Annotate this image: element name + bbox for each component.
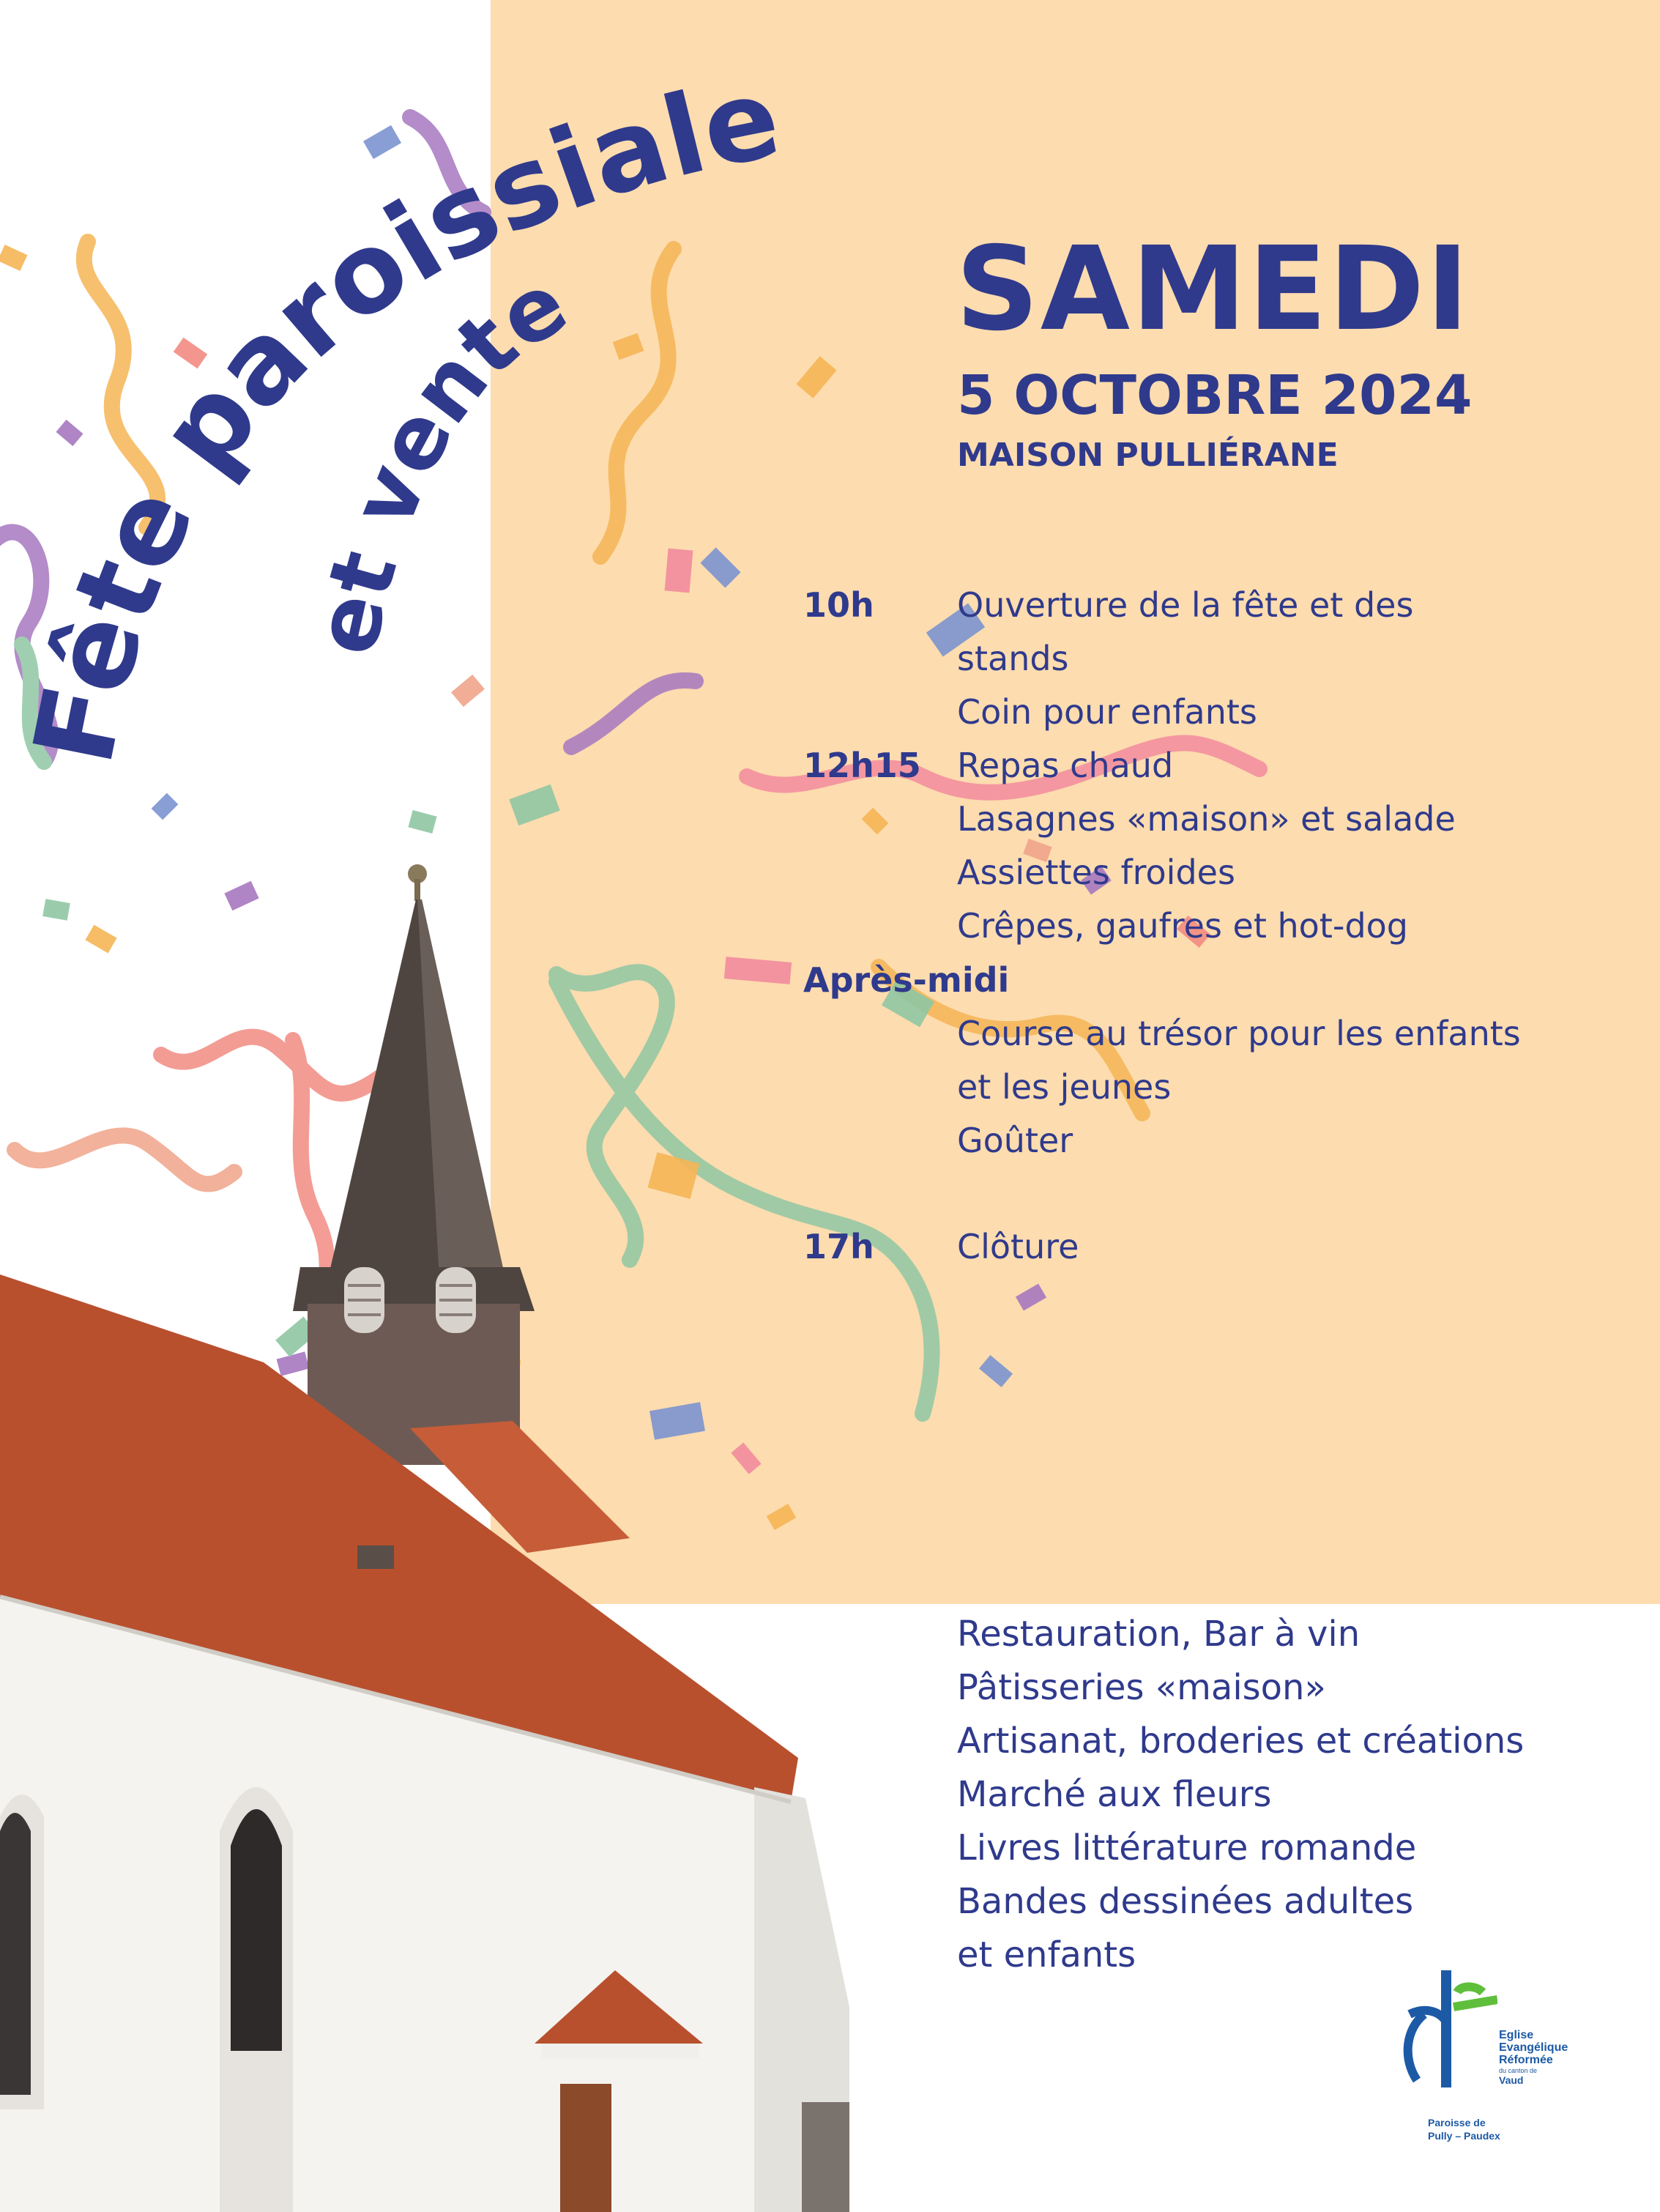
- logo-parish-line: Paroisse de: [1428, 2117, 1486, 2129]
- schedule-time: 12h15: [803, 746, 921, 785]
- event-date: 5 OCTOBRE 2024: [957, 364, 1473, 427]
- service-item: Marché aux fleurs: [957, 1774, 1272, 1815]
- logo-org-line: du canton de: [1499, 2067, 1538, 2074]
- schedule-line: stands: [957, 639, 1069, 678]
- schedule-time: 10h: [803, 585, 874, 625]
- schedule-line: Course au trésor pour les enfants: [957, 1014, 1521, 1053]
- event-day: SAMEDI: [956, 222, 1471, 357]
- cross-logo-icon: [1395, 1970, 1497, 2095]
- event-title: Fête paroissiale: [10, 53, 790, 774]
- event-venue: MAISON PULLIÉRANE: [957, 437, 1339, 474]
- service-item: et enfants: [957, 1934, 1136, 1975]
- schedule-line: Ouverture de la fête et des: [957, 585, 1414, 625]
- service-item: Pâtisseries «maison»: [957, 1667, 1326, 1708]
- event-subtitle: et vente: [294, 252, 584, 664]
- logo-org-line: Vaud: [1499, 2074, 1524, 2086]
- church-door: [560, 2084, 611, 2212]
- logo-org-line: Réformée: [1499, 2054, 1553, 2066]
- services-list: [957, 1608, 1524, 1982]
- logo-org-line: Evangélique: [1499, 2041, 1568, 2054]
- church-logo: [1395, 1970, 1615, 2190]
- service-item: Bandes dessinées adultes: [957, 1881, 1414, 1922]
- schedule-time: Après-midi: [803, 960, 1010, 1000]
- schedule-line: Goûter: [957, 1121, 1073, 1160]
- schedule-line: Assiettes froides: [957, 853, 1235, 892]
- schedule-line: Clôture: [957, 1227, 1079, 1266]
- schedule-line: Repas chaud: [957, 746, 1174, 785]
- schedule-line: Lasagnes «maison» et salade: [957, 799, 1456, 839]
- service-item: Artisanat, broderies et créations: [957, 1721, 1525, 1762]
- schedule-time: 17h: [803, 1227, 874, 1266]
- schedule-line: et les jeunes: [957, 1067, 1172, 1107]
- schedule-line: Crêpes, gaufres et hot-dog: [957, 906, 1408, 946]
- logo-org-line: Eglise: [1499, 2029, 1534, 2041]
- logo-parish-line: Pully – Paudex: [1428, 2130, 1500, 2142]
- schedule-line: Coin pour enfants: [957, 692, 1257, 732]
- roof-skylight: [357, 1545, 394, 1569]
- service-item: Restauration, Bar à vin: [957, 1614, 1361, 1655]
- service-item: Livres littérature romande: [957, 1827, 1417, 1868]
- schedule-line: [957, 954, 1521, 1007]
